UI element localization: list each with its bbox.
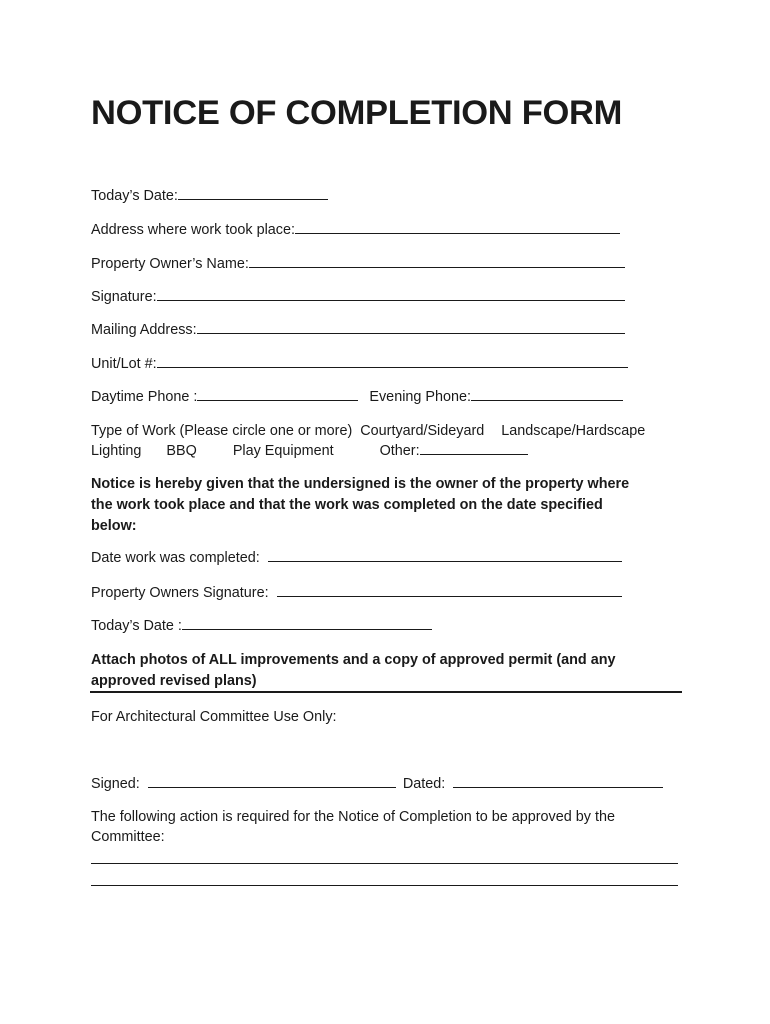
- attach-line-2: approved revised plans): [91, 673, 257, 689]
- section-divider: [90, 691, 682, 693]
- action-line-1: The following action is required for the Notice of Completion to be approved by the: [91, 809, 615, 825]
- address-field[interactable]: [295, 221, 620, 234]
- daytime-phone-field[interactable]: [197, 388, 358, 401]
- owner-name-row: [91, 254, 625, 275]
- todays-date-2-label: Today’s Date :: [91, 618, 182, 634]
- committee-use-only: For Architectural Committee Use Only:: [91, 709, 337, 725]
- option-courtyard-sideyard[interactable]: Courtyard/Sideyard: [360, 423, 485, 439]
- action-answer-line-2[interactable]: [91, 885, 678, 886]
- notice-line-2: the work took place and that the work was completed on the date specified: [91, 497, 603, 513]
- date-completed-field[interactable]: [268, 549, 622, 562]
- action-line-2: Committee:: [91, 829, 165, 845]
- option-landscape-hardscape[interactable]: Landscape/Hardscape: [501, 423, 646, 439]
- owners-signature-row: [91, 583, 622, 604]
- todays-date-field[interactable]: [178, 187, 328, 200]
- date-completed-row: [91, 548, 622, 569]
- attach-line-1: Attach photos of ALL improvements and a copy of approved permit (and any: [91, 652, 616, 668]
- unit-lot-field[interactable]: [157, 355, 628, 368]
- type-of-work-row: [91, 421, 645, 442]
- signature-field[interactable]: [157, 288, 625, 301]
- unit-lot-label: Unit/Lot #:: [91, 356, 157, 372]
- form-title: NOTICE OF COMPLETION FORM: [91, 94, 623, 132]
- other-label: Other:: [379, 443, 420, 459]
- date-completed-label: Date work was completed:: [91, 550, 260, 566]
- todays-date-label: Today’s Date:: [91, 188, 178, 204]
- action-answer-line-1[interactable]: [91, 863, 678, 864]
- todays-date-row: [91, 186, 328, 207]
- notice-line-1: Notice is hereby given that the undersigned is the owner of the property where: [91, 476, 630, 492]
- option-bbq[interactable]: BBQ: [166, 443, 197, 459]
- owners-signature-label: Property Owners Signature:: [91, 585, 269, 601]
- owner-name-label: Property Owner’s Name:: [91, 256, 249, 272]
- address-label: Address where work took place:: [91, 222, 295, 238]
- signed-field[interactable]: [148, 775, 396, 788]
- daytime-phone-label: Daytime Phone :: [91, 389, 198, 405]
- type-of-work-row-2: [91, 441, 528, 462]
- todays-date-2-field[interactable]: [182, 617, 432, 630]
- signed-dated-row: [91, 774, 663, 795]
- notice-line-3: below:: [91, 518, 137, 534]
- owner-name-field[interactable]: [249, 255, 625, 268]
- todays-date-2-row: [91, 616, 432, 637]
- signed-label: Signed:: [91, 776, 140, 792]
- type-of-work-label: Type of Work (Please circle one or more): [91, 423, 353, 439]
- mailing-address-row: [91, 320, 625, 341]
- dated-label: Dated:: [402, 776, 446, 792]
- phone-row: [91, 387, 623, 408]
- signature-row: [91, 287, 625, 308]
- dated-field[interactable]: [453, 775, 663, 788]
- option-lighting[interactable]: Lighting: [91, 443, 142, 459]
- mailing-address-field[interactable]: [197, 321, 625, 334]
- owners-signature-field[interactable]: [277, 584, 622, 597]
- option-play-equipment[interactable]: Play Equipment: [232, 443, 334, 459]
- signature-label: Signature:: [91, 289, 157, 305]
- mailing-address-label: Mailing Address:: [91, 322, 197, 338]
- unit-lot-row: [91, 354, 628, 375]
- evening-phone-label: Evening Phone:: [369, 389, 472, 405]
- other-field[interactable]: [420, 442, 528, 455]
- evening-phone-field[interactable]: [471, 388, 623, 401]
- address-row: [91, 220, 620, 241]
